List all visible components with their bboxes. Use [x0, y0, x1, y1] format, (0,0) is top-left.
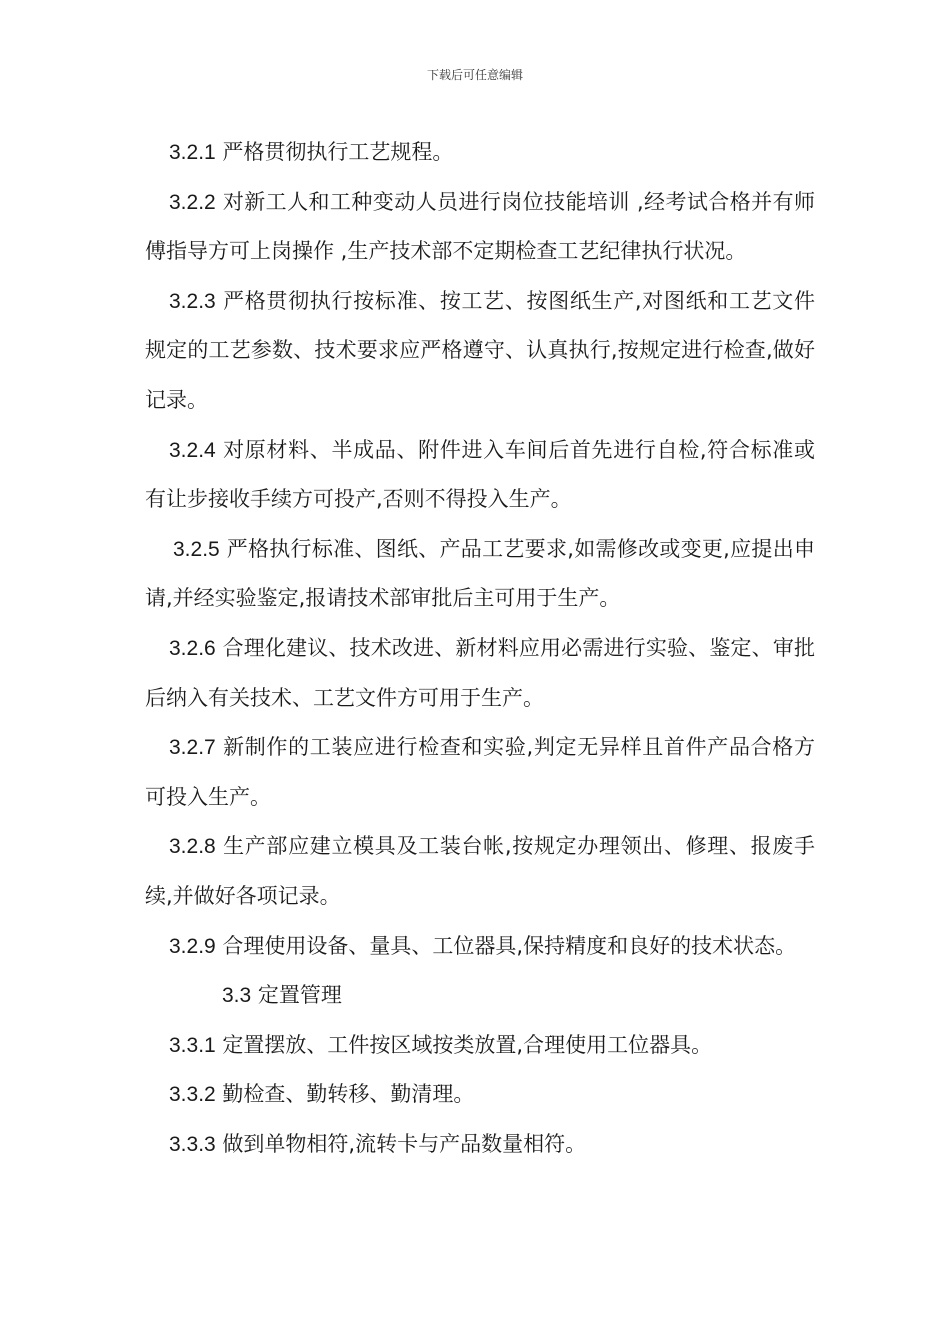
clause-text: 合理化建议、技术改进、新材料应用必需进行实验、鉴定、审批后纳入有关技术、工艺文件方可用于生产。	[145, 635, 815, 710]
clause-3-3-2	[145, 1070, 815, 1120]
clause-text: 定置摆放、工件按区域按类放置,合理使用工位器具。	[222, 1032, 713, 1057]
clause-number: 3.2.8	[169, 835, 216, 859]
clause-text: 对新工人和工种变动人员进行岗位技能培训 ,经考试合格并有师傅指导方可上岗操作 ,生产技术部不定期检查工艺纪律执行状况。	[145, 189, 815, 264]
clause-number: 3.2.6	[169, 636, 216, 660]
page-header: 下载后可任意编辑	[426, 68, 523, 82]
clause-text: 合理使用设备、量具、工位器具,保持精度和良好的技术状态。	[222, 933, 797, 958]
clause-3-2-1	[145, 128, 815, 178]
heading-number: 3.3	[222, 984, 252, 1008]
clause-3-2-7	[145, 723, 815, 822]
clause-3-2-3	[145, 277, 815, 426]
section-heading-3-3	[145, 971, 815, 1021]
clause-3-2-2	[145, 178, 815, 277]
clause-text: 勤检查、勤转移、勤清理。	[222, 1082, 475, 1107]
clause-3-2-6	[145, 624, 815, 723]
clause-text: 做到单物相符,流转卡与产品数量相符。	[222, 1131, 587, 1156]
clause-3-2-5	[145, 525, 815, 624]
clause-text: 严格贯彻执行按标准、按工艺、按图纸生产,对图纸和工艺文件规定的工艺参数、技术要求应严格遵守、认真执行,按规定进行检查,做好记录。	[145, 288, 815, 412]
clause-text: 新制作的工装应进行检查和实验,判定无异样且首件产品合格方可投入生产。	[145, 735, 815, 809]
document-body	[145, 128, 815, 1169]
clause-text: 对原材料、半成品、附件进入车间后首先进行自检,符合标准或有让步接收手续方可投产,否则不得投入生产。	[145, 437, 815, 512]
heading-text: 定置管理	[257, 983, 342, 1008]
clause-number: 3.3.1	[169, 1033, 216, 1057]
clause-number: 3.2.1	[169, 141, 216, 164]
clause-number: 3.2.3	[169, 289, 216, 313]
clause-number: 3.2.5	[173, 537, 220, 561]
clause-3-2-8	[145, 822, 815, 921]
clause-3-3-3	[145, 1120, 815, 1170]
clause-number: 3.2.9	[169, 934, 216, 958]
clause-text: 严格执行标准、图纸、产品工艺要求,如需修改或变更,应提出申请,并经实验鉴定,报请技术部审批后主可用于生产。	[145, 536, 815, 611]
clause-text: 严格贯彻执行工艺规程。	[222, 140, 454, 164]
clause-number: 3.2.2	[169, 190, 216, 214]
clause-number: 3.2.7	[169, 736, 216, 760]
clause-number: 3.3.2	[169, 1083, 216, 1107]
clause-3-2-4	[145, 426, 815, 525]
clause-text: 生产部应建立模具及工装台帐,按规定办理领出、修理、报废手续,并做好各项记录。	[145, 834, 815, 908]
clause-number: 3.3.3	[169, 1132, 216, 1156]
clause-3-2-9	[145, 922, 815, 972]
clause-number: 3.2.4	[169, 438, 216, 462]
clause-3-3-1	[145, 1021, 815, 1071]
